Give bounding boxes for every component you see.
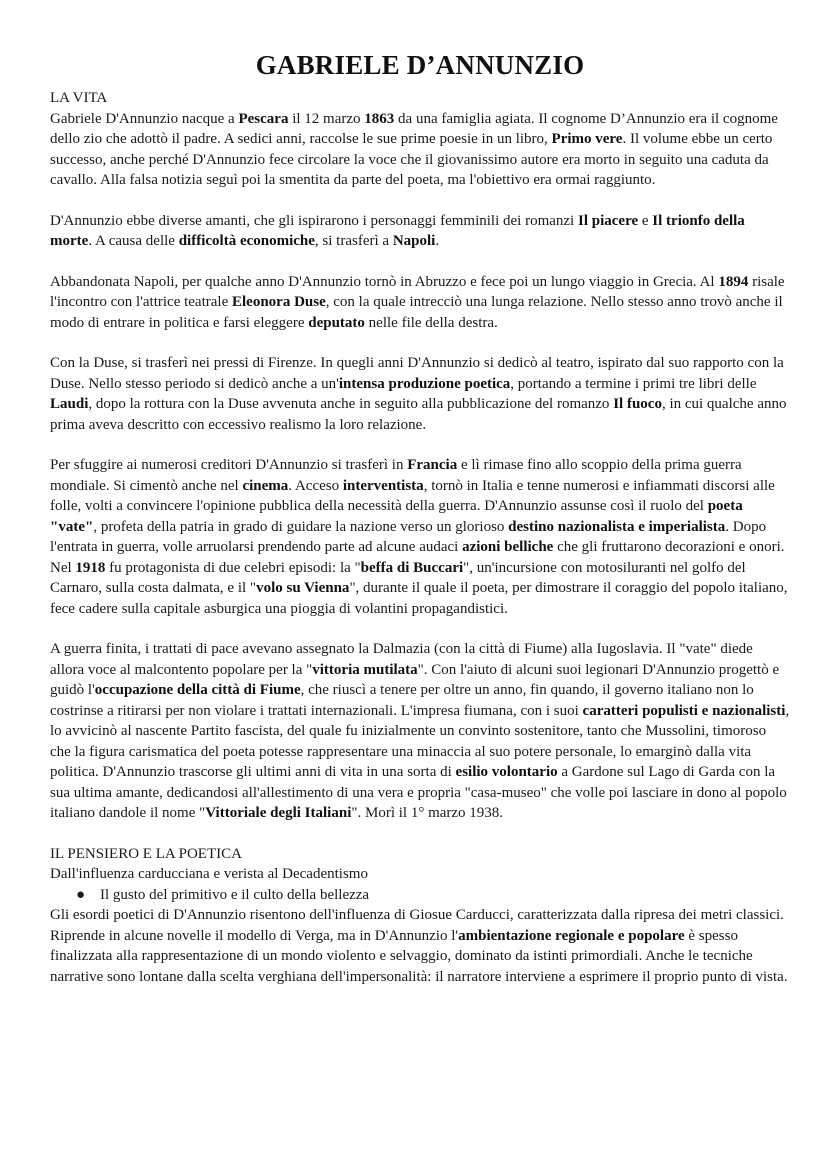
section-heading-pensiero: IL PENSIERO E LA POETICA [50, 845, 242, 862]
text-run: e [638, 212, 653, 229]
paragraph-5 [50, 455, 790, 619]
bold-term: 1863 [364, 110, 395, 127]
bold-term: 1918 [75, 559, 106, 576]
text-run: risale l'incontro con l'attrice teatrale [50, 273, 785, 310]
bold-term: Il trionfo della morte [50, 212, 745, 249]
text-run: ". Morì il 1° marzo 1938. [351, 805, 504, 821]
bullet-text: Il gusto del primitivo e il culto della bellezza [100, 886, 370, 903]
bold-term: difficoltà economiche [178, 233, 315, 249]
paragraph-6 [50, 639, 790, 824]
bullet-icon: ● [76, 886, 86, 903]
bold-term: ambientazione regionale e popolare [458, 927, 685, 944]
text-run: Gli esordi poetici di D'Annunzio risentono dell'influenza di Giosue Carducci, caratterizzata dalla ripresa dei metri classici. Riprende in alcune novelle il modello di Verga, ma in D'Annunzio l' [50, 907, 784, 944]
bold-term: volo su Vienna [256, 580, 350, 596]
text-run: , con la quale intrecciò una lunga relazione. Nello stesso anno trovò anche il modo di entrare in politica e farsi eleggere [50, 294, 783, 331]
text-run: . Acceso [288, 477, 343, 494]
bold-term: destino nazionalista e imperialista [508, 518, 726, 535]
text-run: che gli fruttarono decorazioni e onori. Nel [50, 539, 785, 576]
text-run: ", durante il quale il poeta, per dimostrare il coraggio del popolo italiano, fece cadere sulla capitale asburgica una pioggia di volantini propagandistici. [50, 580, 788, 617]
bold-term: Vittoriale degli Italiani [205, 805, 352, 821]
text-run: ", un'incursione con motosiluranti nel golfo del Carnaro, sulla costa dalmata, e il " [50, 559, 746, 596]
document-page [50, 48, 790, 987]
text-run: , in cui qualche anno prima aveva descritto con eccessivo realismo la loro relazione. [50, 396, 787, 433]
subsection-heading: Dall'influenza carducciana e verista al Decadentismo [50, 866, 368, 882]
text-run: a Gardone sul Lago di Garda con la sua ultima amante, dedicandosi all'allestimento di una vera e propria "casa-museo" che volle poi lasciare in dono al popolo italiano dandole il nome " [50, 764, 787, 821]
text-run: . Dopo l'entrata in guerra, volle arruolarsi prendendo parte ad alcune audaci [50, 518, 767, 555]
text-run: . A causa delle [88, 233, 179, 249]
bold-term: intensa produzione poetica [338, 375, 511, 392]
text-run: , si trasferì a [314, 233, 393, 249]
bold-term: 1894 [718, 273, 749, 290]
bold-term: vittoria mutilata [312, 661, 418, 678]
bold-term: interventista [342, 477, 424, 494]
bold-term: deputato [308, 314, 365, 331]
bold-term: Laudi [50, 396, 89, 412]
text-run: Per sfuggire ai numerosi creditori D'Annunzio si trasferì in [50, 457, 408, 473]
bold-term: Primo vere [551, 131, 623, 147]
bold-term: caratteri populisti e nazionalisti [582, 702, 786, 719]
section-heading-vita: LA VITA [50, 90, 108, 106]
bold-term: esilio volontario [455, 764, 558, 780]
bold-term: Eleonora Duse [232, 294, 326, 310]
text-run: Abbandonata Napoli, per qualche anno D'Annunzio tornò in Abruzzo e fece poi un lungo viaggio in Grecia. Al [50, 273, 719, 290]
paragraph-4 [50, 353, 790, 435]
text-run: è spesso finalizzata alla rappresentazione di un mondo violento e selvaggio, dominato da istinti primordiali. Anche le tecniche narrative sono lontane dalla scelta verghiana dell'impersonalità: il narratore interviene a esprimere il proprio punto di vista. [50, 927, 788, 985]
text-run: , portando a termine i primi tre libri delle [510, 375, 757, 392]
text-run: da una famiglia agiata. Il cognome D’Annunzio era il cognome dello zio che adottò il padre. A sedici anni, raccolse le sue prime poesie in un libro, [50, 110, 778, 147]
text-run: , che riuscì a tenere per oltre un anno, fin quando, il governo italiano non lo costrinse a ritirarsi per non violare i trattati internazionali. L'impresa fiumana, con i suoi [50, 682, 754, 719]
bold-term: azioni belliche [462, 539, 554, 555]
text-run: A guerra finita, i trattati di pace avevano assegnato la Dalmazia (con la città di Fiume) alla Iugoslavia. Il "vate" diede allora voce al malcontento popolare per la " [50, 641, 753, 678]
text-run: Con la Duse, si trasferì nei pressi di Firenze. In quegli anni D'Annunzio si dedicò al teatro, ispirato dal suo rapporto con la Duse. Nello stesso periodo si dedicò anche a un' [50, 355, 784, 392]
bold-term: occupazione della città di Fiume [94, 682, 301, 698]
bold-term: Il fuoco [613, 396, 662, 412]
paragraph-3 [50, 272, 790, 334]
paragraph-1 [50, 109, 790, 191]
bold-term: Il piacere [577, 212, 639, 229]
text-run: D'Annunzio ebbe diverse amanti, che gli ispirarono i personaggi femminili dei romanzi [50, 212, 578, 229]
text-run: nelle file della destra. [364, 314, 498, 331]
bold-term: Napoli [392, 233, 436, 249]
text-run: , lo avvicinò al nascente Partito fascista, del quale fu inizialmente un convinto sostenitore, tanto che Mussolini, timoroso che la figura carismatica del poeta potesse rappresentare una minaccia al suo potere personale, lo emarginò dalla vita politica. D'Annunzio trascorse gli ultimi anni di vita in una sorta di [50, 702, 790, 780]
text-run: , dopo la rottura con la Duse avvenuta anche in seguito alla pubblicazione del romanzo [88, 396, 614, 412]
paragraph-2 [50, 211, 790, 252]
paragraph-7 [50, 905, 790, 987]
page-title: GABRIELE D’ANNUNZIO [255, 50, 585, 80]
text-run: e lì rimase fino allo scoppio della prima guerra mondiale. Si cimentò anche nel [50, 457, 742, 494]
text-run: . [435, 233, 440, 249]
text-run: , profeta della patria in grado di guidare la nazione verso un glorioso [93, 518, 509, 535]
bold-term: Pescara [238, 110, 289, 127]
text-run: Gabriele D'Annunzio nacque a [50, 110, 239, 127]
text-run: il 12 marzo [288, 110, 365, 127]
text-run: , tornò in Italia e tenne numerosi e infiammati discorsi alle folle, volti a convincere l'opinione pubblica della necessità della guerra. D'Annunzio assunse così il ruolo del [50, 477, 775, 514]
bold-term: beffa di Buccari [360, 559, 464, 576]
bullet-list-item [50, 885, 790, 906]
text-run: . Il volume ebbe un certo successo, anche perché D'Annunzio fece circolare la voce che il giovanissimo autore era morto in seguito una caduta da cavallo. Alla falsa notizia seguì poi la smentita da parte del poeta, ma l'obiettivo era ormai raggiunto. [50, 131, 773, 188]
bold-term: Francia [407, 457, 458, 473]
text-run: ". Con l'aiuto di alcuni suoi legionari D'Annunzio progettò e guidò l' [50, 661, 780, 698]
bold-term: poeta "vate" [50, 498, 743, 535]
bold-term: cinema [242, 477, 289, 494]
text-run: fu protagonista di due celebri episodi: la " [105, 559, 361, 576]
